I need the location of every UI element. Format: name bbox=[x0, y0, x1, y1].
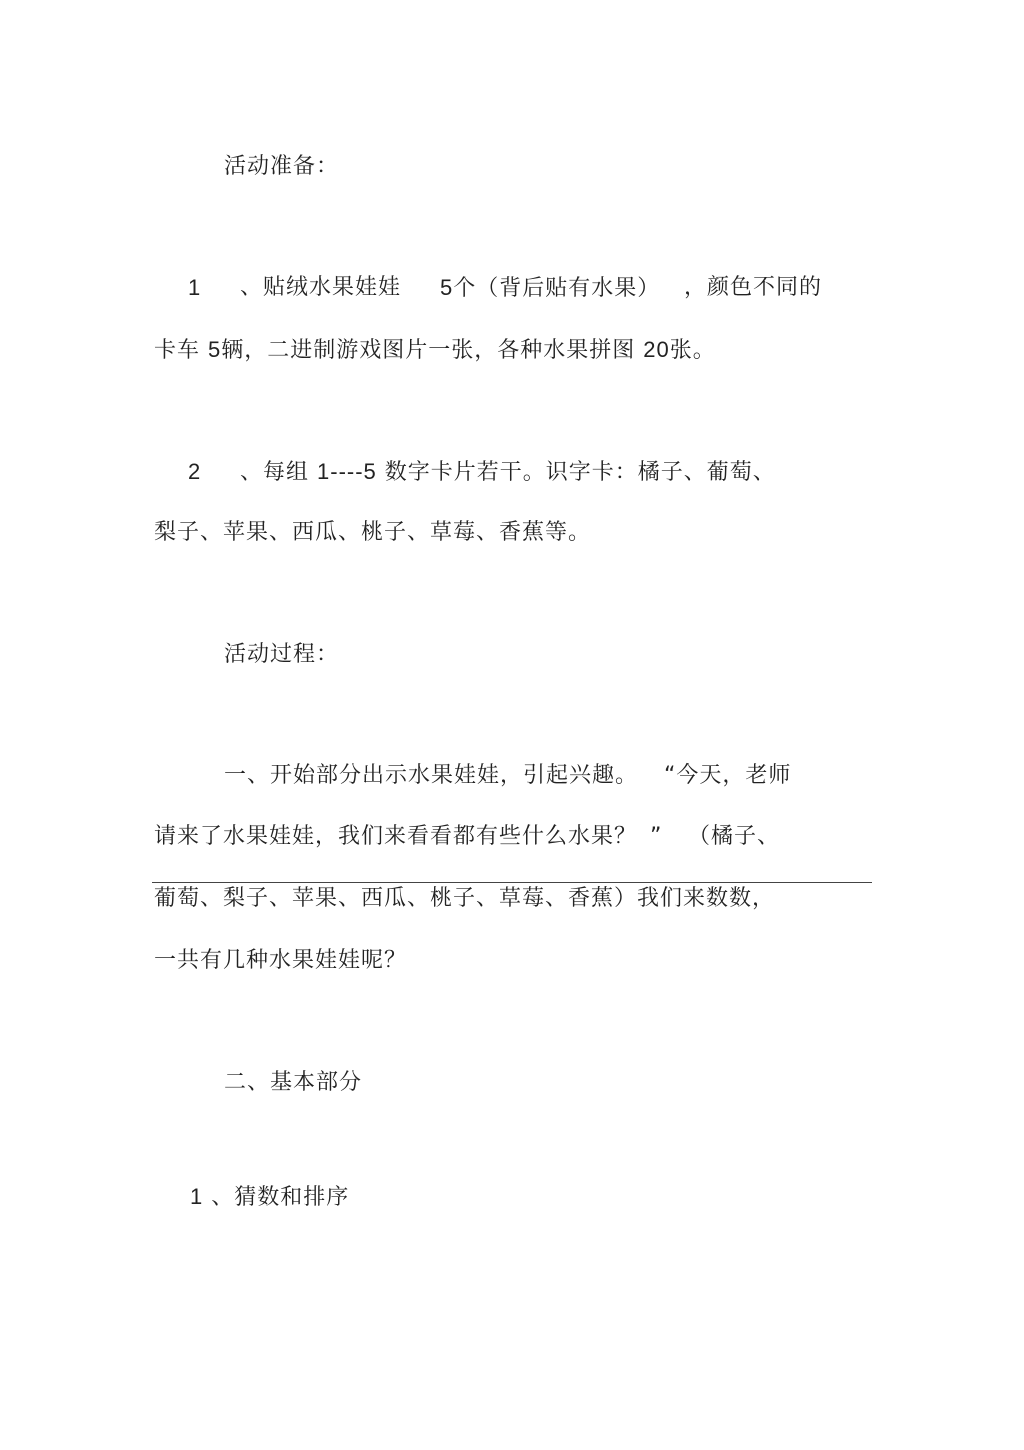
part1-line4-span: 一共有几种水果娃娃呢？ bbox=[154, 948, 408, 973]
prep-item1-text-a bbox=[240, 273, 401, 303]
prep-item2-text bbox=[240, 457, 776, 488]
sub1-number: 1 bbox=[190, 1184, 204, 1209]
prep-item1-cont-num: 5 bbox=[208, 337, 222, 362]
part1-line1-a bbox=[224, 761, 638, 791]
sub1-text: 、猜数和排序 bbox=[211, 1185, 350, 1210]
prep-item2-line1 bbox=[188, 457, 201, 488]
part1-line1-b bbox=[664, 761, 791, 791]
part1-line2-b bbox=[650, 822, 662, 852]
prep-item1-text-c-span: ，颜色不同的 bbox=[684, 275, 823, 300]
process-heading bbox=[224, 640, 339, 670]
part1-line2-a-span: 请来了水果娃娃，我们来看看都有些什么水果？ bbox=[154, 824, 638, 849]
process-heading-text: 活动过程： bbox=[224, 642, 340, 667]
part2-heading-text: 二、基本部分 bbox=[224, 1070, 363, 1095]
underline-rule bbox=[152, 882, 872, 883]
prep-item2-text-a: 、每组 bbox=[240, 460, 310, 485]
prep-heading-text: 活动准备： bbox=[224, 154, 340, 179]
prep-item1-count-text bbox=[440, 273, 660, 304]
part1-line2-b-span: ” bbox=[650, 824, 663, 849]
prep-item1-number: 1 bbox=[188, 275, 202, 300]
part1-line2-c-span: （橘子、 bbox=[688, 824, 781, 849]
part1-line2-a bbox=[154, 822, 637, 852]
part2-heading bbox=[224, 1068, 362, 1098]
part1-line1-b-span: “今天，老师 bbox=[664, 763, 792, 788]
prep-item1-cont-a: 卡车 bbox=[154, 338, 201, 363]
prep-item2-line2 bbox=[154, 518, 591, 548]
prep-heading bbox=[224, 152, 339, 182]
part1-line3 bbox=[154, 884, 775, 914]
prep-item2-range: 1----5 bbox=[317, 459, 377, 484]
prep-item1-cont-b: 辆，二进制游戏图片一张，各种水果拼图 bbox=[221, 338, 636, 363]
prep-item1-text-a-span: 、贴绒水果娃娃 bbox=[240, 275, 402, 300]
part1-line4 bbox=[154, 946, 407, 976]
prep-item1-count: 5 bbox=[440, 275, 454, 300]
prep-item1-text-c bbox=[684, 273, 822, 303]
part1-line3-span: 葡萄、梨子、苹果、西瓜、桃子、草莓、香蕉）我们来数数， bbox=[154, 886, 776, 911]
prep-item1-line1 bbox=[188, 273, 201, 304]
prep-item1-cont-num2: 20 bbox=[643, 337, 670, 362]
prep-item1-cont-c: 张。 bbox=[669, 338, 716, 363]
prep-item2-text-b: 数字卡片若干。识字卡：橘子、葡萄、 bbox=[384, 460, 776, 485]
sub1-line bbox=[190, 1182, 349, 1213]
prep-item1-text-b: 个（背后贴有水果） bbox=[453, 276, 661, 301]
part1-line2-c bbox=[688, 822, 780, 852]
prep-item2-cont: 梨子、苹果、西瓜、桃子、草莓、香蕉等。 bbox=[154, 520, 592, 545]
prep-item2-number: 2 bbox=[188, 459, 202, 484]
part1-line1-a-span: 一、开始部分出示水果娃娃，引起兴趣。 bbox=[224, 763, 639, 788]
prep-item1-line2 bbox=[154, 335, 716, 366]
